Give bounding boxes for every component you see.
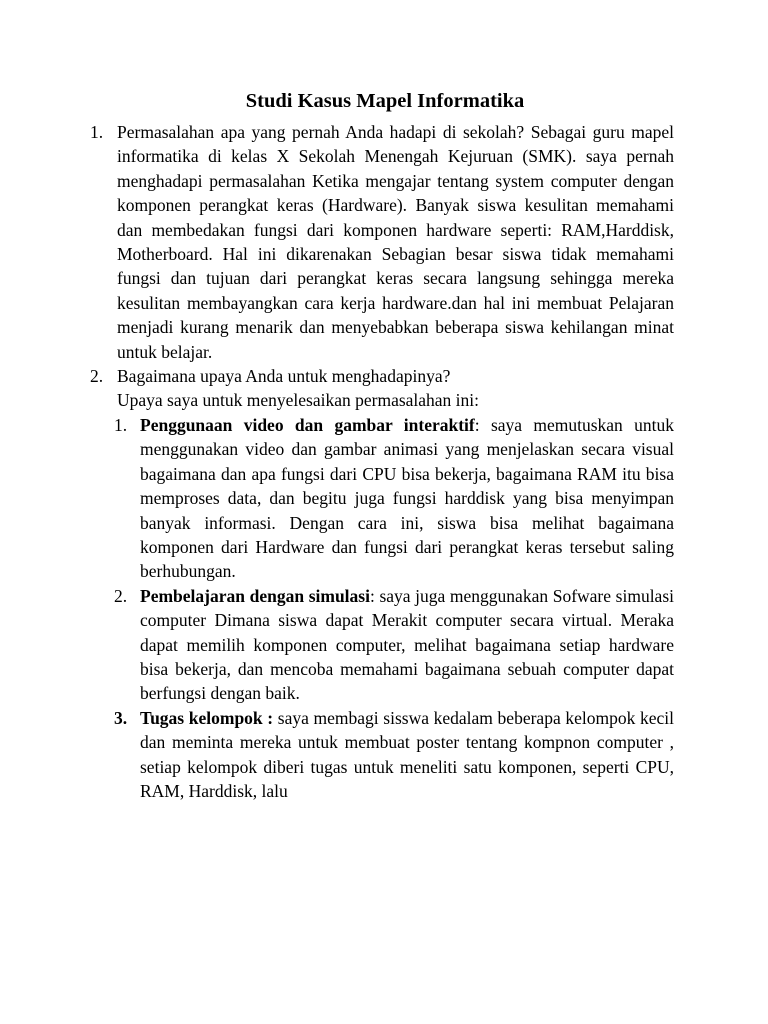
sublist-heading: Pembelajaran dengan simulasi <box>140 585 370 606</box>
sublist-item-3 <box>90 706 674 804</box>
sublist-heading: Penggunaan video dan gambar interaktif <box>140 414 475 435</box>
sublist-item-2 <box>90 584 674 706</box>
list-number: 2. <box>90 366 104 387</box>
list-item-2 <box>90 364 674 413</box>
sublist-heading: Tugas kelompok : <box>140 707 274 728</box>
sublist-item-1 <box>90 413 674 584</box>
document-title: Studi Kasus Mapel Informatika <box>245 90 525 112</box>
list-item-question: Bagaimana upaya Anda untuk menghadapinya? <box>117 366 451 387</box>
sublist-number: 3. <box>114 707 128 728</box>
sublist-number: 2. <box>114 585 128 606</box>
sublist-text: : saya memutuskan untuk menggunakan video dan gambar animasi yang menjelaskan secara visual bagaimana dan apa fungsi dari CPU bisa bekerja, bagaimana RAM itu bisa memproses data, dan begitu juga fungsi harddisk yang bisa menyimpan banyak informasi. Dengan cara ini, siswa bisa melihat bagaimana komponen dari Hardware dan fungsi dari perangkat keras tersebut saling berhubungan. <box>140 414 674 582</box>
sublist-number: 1. <box>114 414 128 435</box>
list-number: 1. <box>90 122 104 142</box>
list-item-intro: Upaya saya untuk menyelesaikan permasalahan ini: <box>117 390 480 411</box>
sublist-text: : saya juga menggunakan Sofware simulasi computer Dimana siswa dapat Merakit computer secara virtual. Meraka dapat memilih komponen computer, melihat bagaimana setiap hardware bisa bekerja, dan mencoba memahami bagaimana sebuah computer dapat berfungsi dengan baik. <box>140 585 674 704</box>
list-item-text: Permasalahan apa yang pernah Anda hadapi di sekolah? Sebagai guru mapel informatika di kelas X Sekolah Menengah Kejuruan (SMK). saya pernah menghadapi permasalahan Ketika mengajar tentang system computer dengan komponen perangkat keras (Hardware). Banyak siswa kesulitan memahami dan membedakan fungsi dari komponen hardware seperti: RAM,Harddisk, Motherboard. Hal ini dikarenakan Sebagian besar siswa tidak memahami fungsi dan tujuan dari perangkat keras secara langsung sehingga mereka kesulitan membayangkan cara kerja hardware.dan hal ini membuat Pelajaran menjadi kurang menarik dan menyebabkan beberapa siswa kehilangan minat untuk belajar. <box>117 122 674 362</box>
list-item-1 <box>90 120 674 364</box>
sublist-text: saya membagi sisswa kedalam beberapa kelompok kecil dan meminta mereka untuk membuat poster tentang kompnon computer , setiap kelompok diberi tugas untuk meneliti satu komponen, seperti CPU, RAM, Harddisk, lalu <box>140 707 674 801</box>
